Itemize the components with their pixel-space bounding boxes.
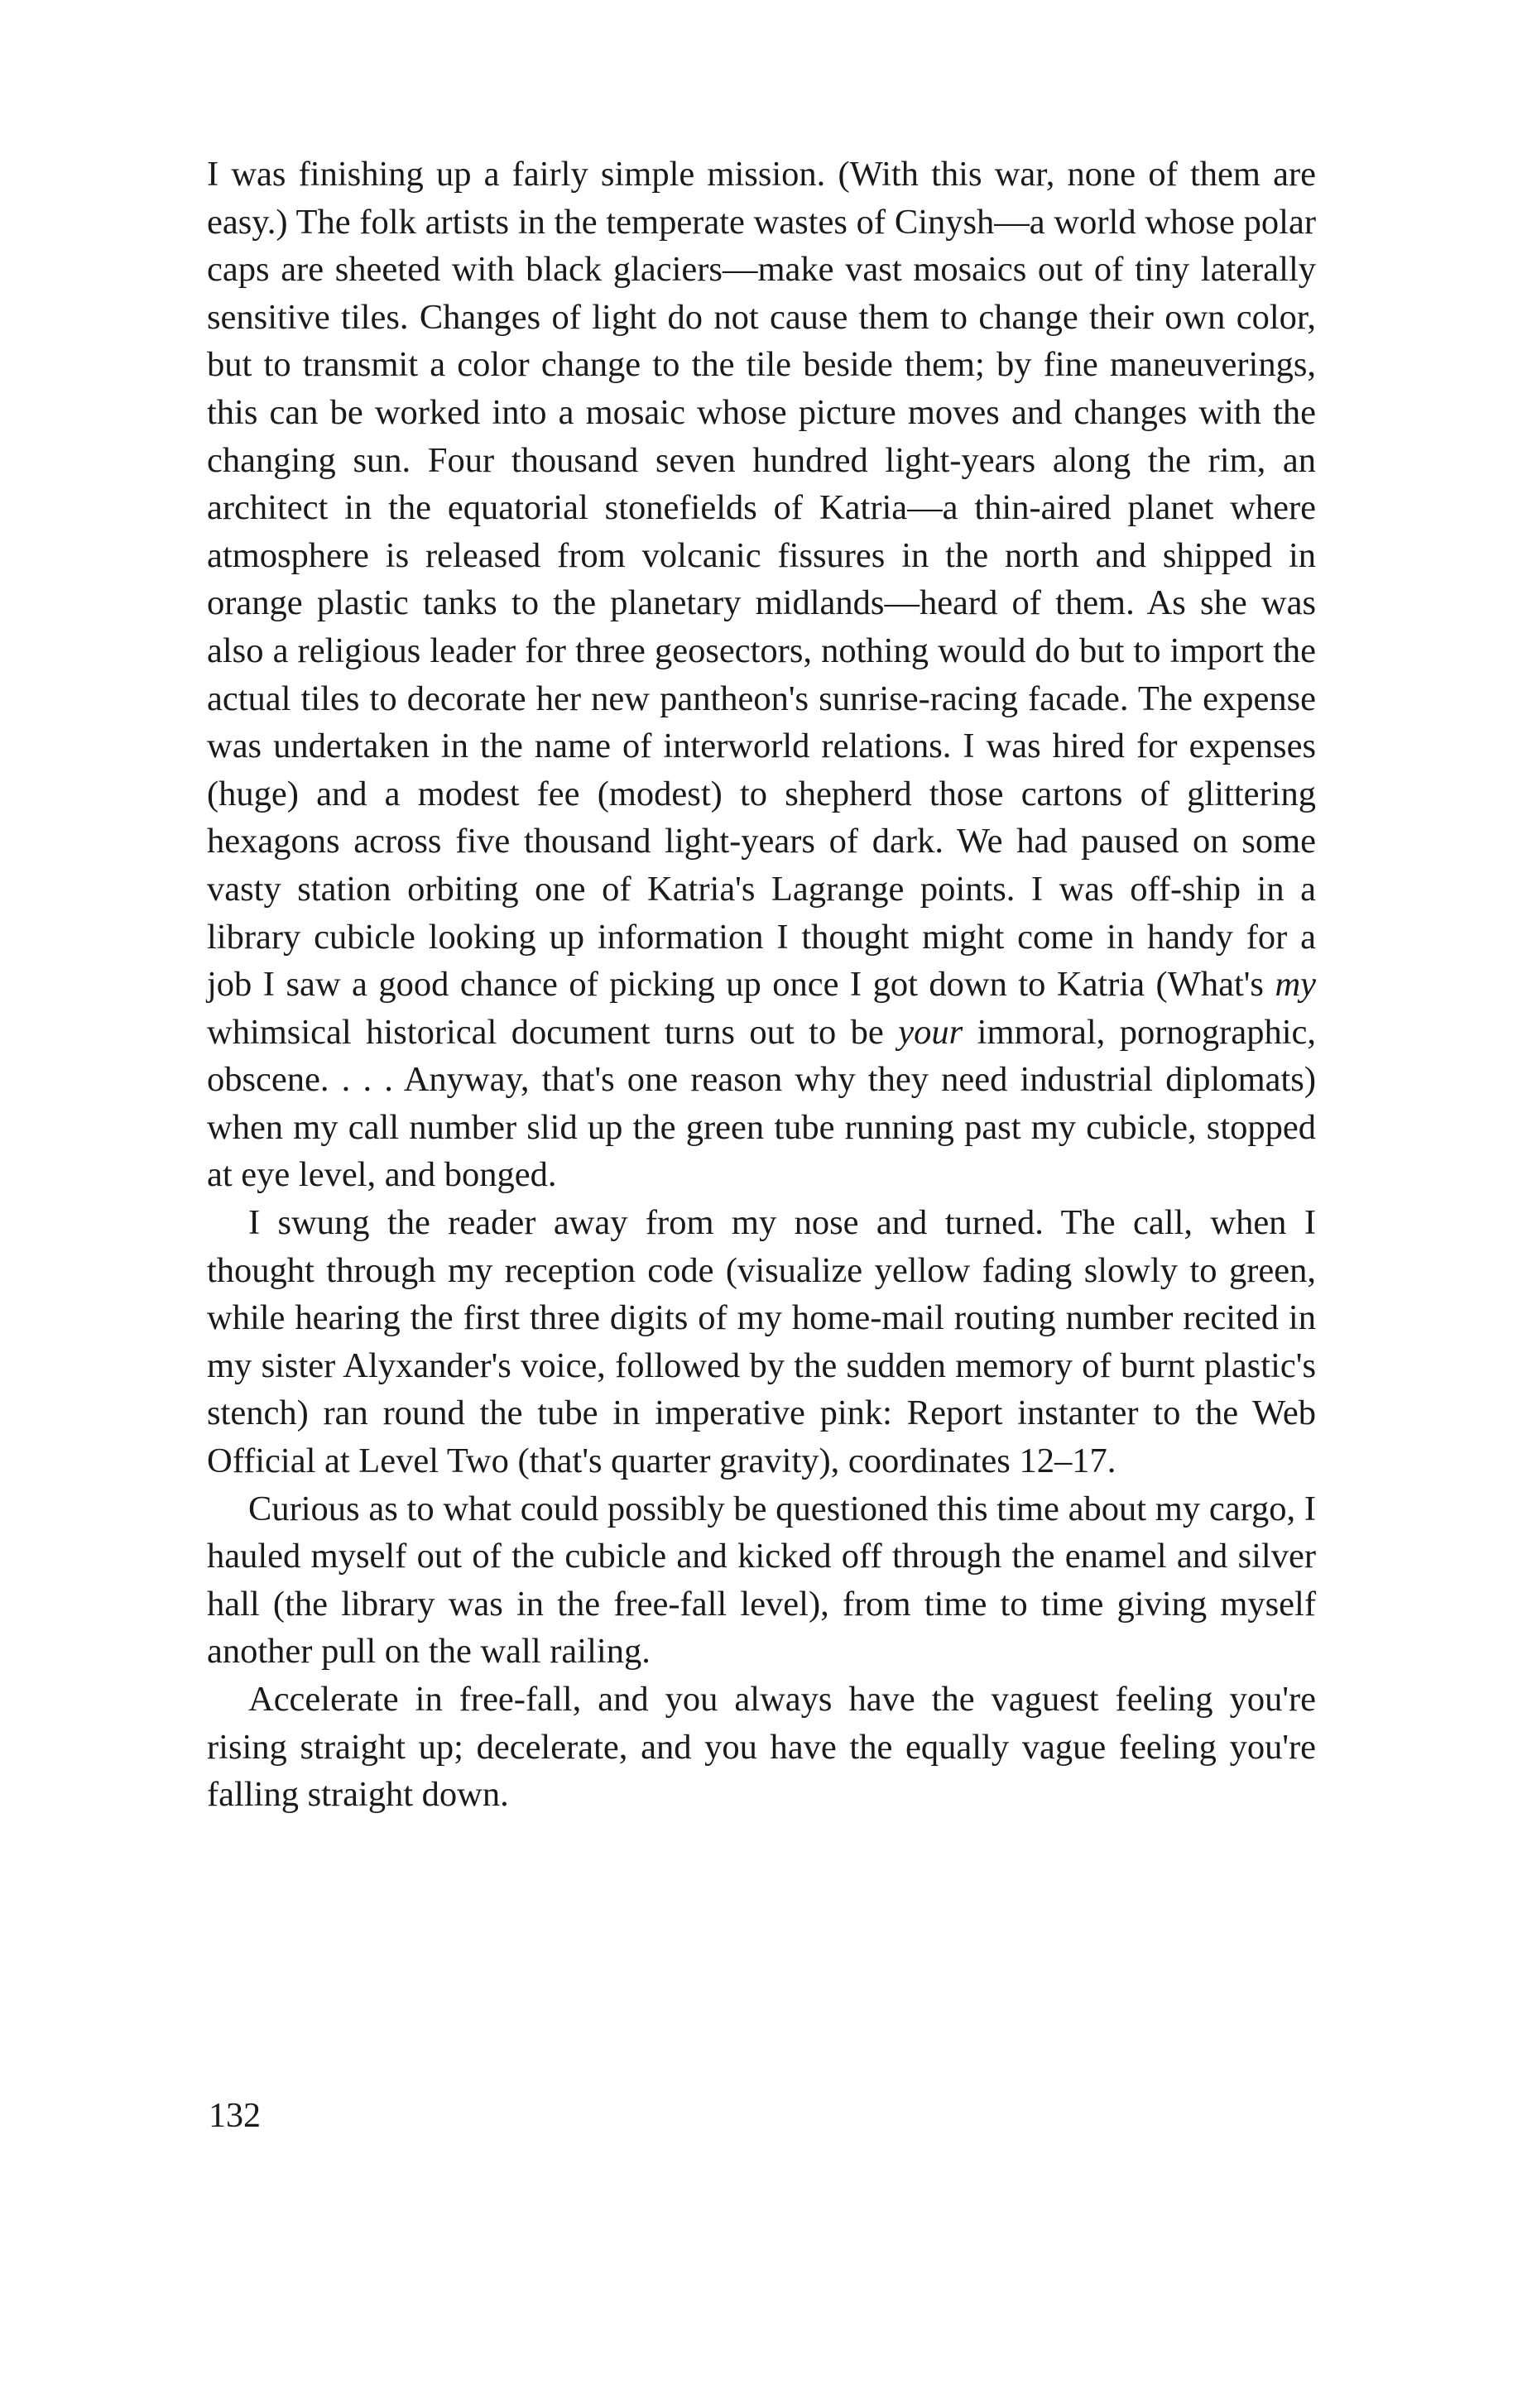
emphasis-my: my: [1275, 965, 1316, 1005]
paragraph-3: Curious as to what could possibly be questioned this time about my cargo, I hauled myself out of the cubicle and kicked off through the enamel and silver hall (the library was in the free-fall level), from time to time giving myself another pull on the wall railing.: [207, 1489, 1316, 1672]
paragraph-4: Accelerate in free-fall, and you always have the vaguest feeling you're rising straight up; decelerate, and you have the equally vague feeling you're falling straight down.: [207, 1680, 1316, 1815]
paragraph-1-part-3: immoral, pornographic, obscene. . . . Anyway, that's one reason why they need industrial diplomats) when my call number slid up the green tube running past my cubicle, stopped at eye level, and bonged.: [207, 1012, 1316, 1195]
body-text: [207, 151, 1316, 1819]
emphasis-your: your: [898, 1012, 963, 1052]
paragraph-2: I swung the reader away from my nose and turned. The call, when I thought through my reception code (visualize yellow fading slowly to green, while hearing the first three digits of my home-mail routing number recited in my sister Alyxander's voice, followed by the sudden memory of burnt plastic's stench) ran round the tube in imperative pink: Report instanter to the Web Official at Level Two (that's quarter gravity), coordinates 12–17.: [207, 1203, 1316, 1481]
page-number: 132: [209, 2097, 261, 2135]
paragraph-1-part-2: whimsical historical document turns out to be: [207, 1012, 899, 1052]
paragraph-1-part-1: I was finishing up a fairly simple mission. (With this war, none of them are easy.) The folk artists in the temperate wastes of Cinysh—a world whose polar caps are sheeted with black glaciers—make vast mosaics out of tiny laterally sensitive tiles. Changes of light do not cause them to change their own color, but to transmit a color change to the tile beside them; by fine maneuverings, this can be worked into a mosaic whose picture moves and changes with the changing sun. Four thousand seven hundred light-years along the rim, an architect in the equatorial stonefields of Katria—a thin-aired planet where atmosphere is released from volcanic fissures in the north and shipped in orange plastic tanks to the planetary midlands—heard of them. As she was also a religious leader for three geosectors, nothing would do but to import the actual tiles to decorate her new pantheon's sunrise-racing facade. The expense was undertaken in the name of interworld relations. I was hired for expenses (huge) and a modest fee (modest) to shepherd those cartons of glittering hexagons across five thousand light-years of dark. We had paused on some vasty station orbiting one of Katria's Lagrange points. I was off-ship in a library cubicle looking up information I thought might come in handy for a job I saw a good chance of picking up once I got down to Katria (What's: [207, 155, 1316, 1005]
paragraph-1: [207, 151, 1316, 1199]
